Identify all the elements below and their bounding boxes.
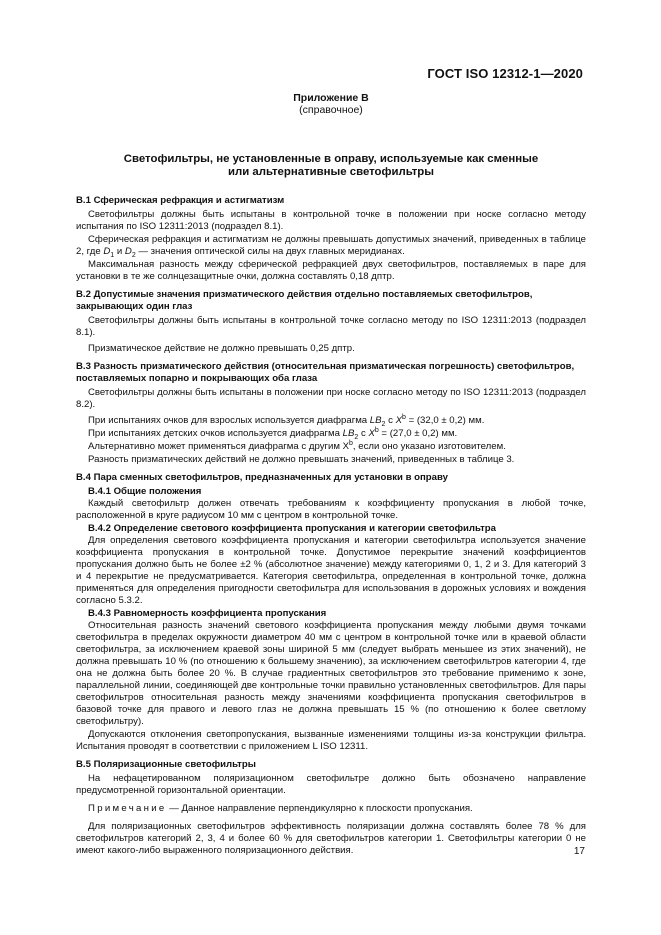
symbol-lb: LB [369, 415, 382, 426]
superscript: b [402, 413, 406, 421]
page-content [76, 92, 586, 858]
text-run: = (32,0 ± 0,2) мм. [405, 415, 485, 426]
section-b41-paragraph-1: Каждый светофильтр должен отвечать требованиям к коэффициенту пропускания в любой точке, расположенной в круге радиусом 10 мм с центром в контрольной точке. [76, 498, 586, 521]
section-b1-paragraph-3: Максимальная разность между сферической рефракцией двух светофильтров, поставляемых в паре для установки в те же солнцезащитные очки, должна составлять 0,18 дптр. [76, 259, 586, 282]
section-b41-heading: В.4.1 Общие положения [88, 486, 202, 497]
section-b3-paragraph-1: Светофильтры должны быть испытаны в положении при носке согласно методу по ISO 12311:2013 (подраздел 8.2). [76, 387, 586, 410]
subscript: 2 [131, 251, 136, 259]
section-b3-paragraph-3 [76, 428, 586, 440]
annex-type: (справочное) [299, 104, 363, 116]
symbol-x: X [395, 415, 402, 426]
symbol-x: X [368, 428, 375, 439]
section-b2-paragraph-2: Призматическое действие не должно превышать 0,25 дптр. [88, 343, 355, 354]
superscript: b [374, 426, 379, 434]
superscript: b [349, 439, 353, 447]
section-b43-heading: В.4.3 Равномерность коэффициента пропускания [88, 608, 327, 619]
section-b42-paragraph-1: Для определения светового коэффициента пропускания и категории светофильтра используется значение коэффициента пропускания в контрольной точке. Допустимое перекрытие значений коэффициентов пропускания должно быть не более ±2 % (абсолютное значение) между категориями 0, 1, 2 и 3. Для категорий 3 и 4 перекрытие не предусматривается. Категория светофильтра, определенная в контрольной точке, должна применяться для определения пригодности светофильтра для использования в дорожных условиях и вождения согласно 5.3.2. [76, 535, 586, 606]
page-number: 17 [573, 846, 585, 857]
symbol-d: D [124, 246, 132, 257]
section-b3-heading: В.3 Разность призматического действия (относительная призматическая погрешность) светофильтров, поставляемых попарно и покрывающих оба глаза [76, 361, 575, 384]
section-b3-paragraph-5: Разность призматических действий не должно превышать значений, приведенных в таблице 3. [88, 454, 515, 465]
text-run: с [385, 415, 396, 426]
section-b43-paragraph-2: Допускаются отклонения светопропускания, вызванные изменениями толщины из-за конструкции фильтра. Испытания проводят в соответствии с приложением L ISO 12311. [76, 729, 586, 752]
section-b5-paragraph-1: На нефацетированном поляризационном светофильтре должно быть обозначено направление предусмотренной горизонтальной ориентации. [76, 773, 586, 796]
subscript: 1 [110, 251, 115, 259]
subscript: 2 [354, 433, 359, 441]
text-run: и [114, 246, 125, 257]
annex-title: Приложение В [293, 92, 369, 104]
text-run: = (27,0 ± 0,2) мм. [378, 428, 458, 439]
note-label: Примечание [88, 803, 167, 814]
text-run: Сферическая рефракция и астигматизм не должны превышать допустимых значений, приведенных в таблице 2, где [76, 234, 586, 257]
section-b1-paragraph-1: Светофильтры должны быть испытаны в контрольной точке в положении при носке согласно методу испытания по ISO 12311:2013 (подраздел 8.1). [76, 209, 586, 232]
section-b2-heading: В.2 Допустимые значения призматического действия отдельно поставляемых светофильтров, закрывающих один глаз [76, 289, 533, 312]
title-line-1: Светофильтры, не установленные в оправу, используемые как сменные [123, 153, 539, 165]
standard-designation: ГОСТ ISO 12312-1—2020 [427, 66, 583, 81]
section-b5-note [76, 803, 586, 815]
text-run: При испытаниях детских очков используется диафрагма [88, 428, 343, 439]
section-b4-heading: В.4 Пара сменных светофильтров, предназначенных для установки в оправу [76, 472, 448, 483]
text-run: При испытаниях очков для взрослых используется диафрагма [88, 415, 370, 426]
section-b5-paragraph-2: Для поляризационных светофильтров эффективность поляризации должна составлять более 78 % для светофильтров категорий 2, 3, 4 и более 60 % для светофильтров категории 1. Светофильтры категории 0 не имеют какого-либо выраженного поляризационного действия. [76, 821, 586, 856]
section-b42-heading: В.4.2 Определение светового коэффициента пропускания и категории светофильтра [88, 523, 496, 534]
section-b2-paragraph-1: Светофильтры должны быть испытаны в контрольной точке согласно методу по ISO 12311:2013 (подраздел 8.1). [76, 315, 586, 338]
section-b3-paragraph-2 [76, 415, 586, 427]
section-b1-paragraph-2 [76, 234, 586, 258]
title-line-2: или альтернативные светофильтры [228, 166, 434, 178]
section-b43-paragraph-1: Относительная разность значений светового коэффициента пропускания между любыми двумя точками светофильтра в пределах окружности диаметром 40 мм с центром в контрольной точке или в краевой области светофильтра, за исключением краевой зоны шириной 5 мм (следует выбрать меньшее из этих значений), не должна превышать 10 % (по отношению к большему значению), за исключением светофильтров категории 4, где она не должна быть более 20 %. В случае градиентных светофильтров это требование применимо к зоне, параллельной линии, соединяющей две контрольные точки правильно установленных светофильтров. Для пары светофильтров относительная разность между значениями коэффициента пропускания светофильтров в базовой точке для правого и левого глаз не должна превышать 15 % (по отношению к более светлому светофильтру). [76, 620, 586, 727]
text-run: с [358, 428, 369, 439]
section-b5-heading: В.5 Поляризационные светофильтры [76, 759, 256, 770]
section-b3-paragraph-4 [76, 441, 586, 453]
note-text: — Данное направление перпендикулярно к плоскости пропускания. [166, 803, 473, 814]
symbol-d: D [103, 246, 111, 257]
text-run: Альтернативно может применяться диафрагма с другим X [88, 441, 350, 452]
annex-main-title [76, 153, 586, 179]
symbol-lb: LB [342, 428, 355, 439]
section-b1-heading: В.1 Сферическая рефракция и астигматизм [76, 195, 285, 206]
text-run: — значения оптической силы на двух главных меридианах. [135, 246, 405, 257]
annex-heading [76, 92, 586, 116]
text-run: , если оно указано изготовителем. [352, 441, 506, 452]
subscript: 2 [381, 420, 386, 428]
